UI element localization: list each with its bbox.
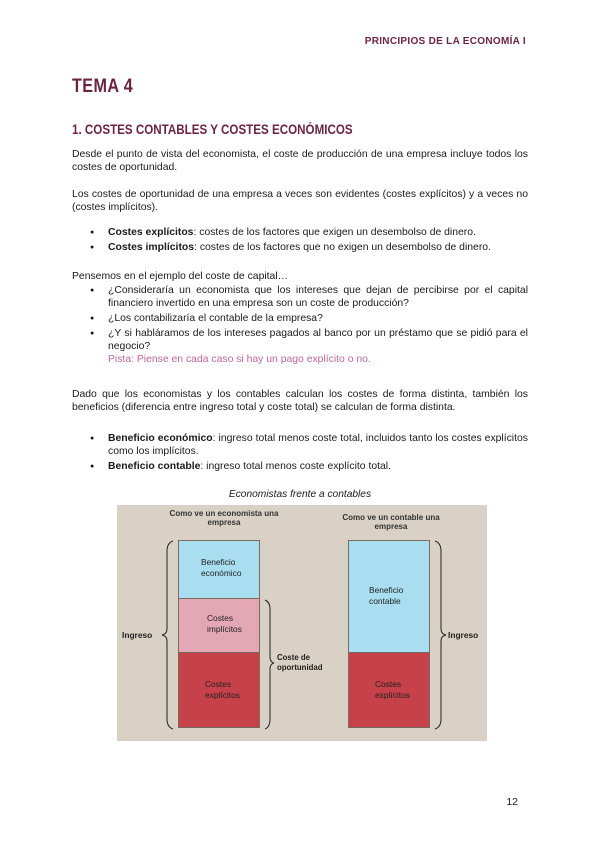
figure-caption: Economistas frente a contables xyxy=(228,489,372,500)
list-item: ● ¿Y si habláramos de los intereses pagados al banco por un préstamo que se pidió para el negocio? Pista: Piense en cada caso si hay un pago explícito o no. xyxy=(108,327,528,366)
page-number: 12 xyxy=(506,796,518,808)
left-income-label: Ingreso xyxy=(122,630,153,640)
left-implicit-costs-block: Costes implícitos xyxy=(178,598,260,653)
right-figure-title: Como ve un contable una empresa xyxy=(342,513,440,531)
paragraph-2: Los costes de oportunidad de una empresa a veces son evidentes (costes explícitos) y a veces no (costes implícitos). xyxy=(72,189,528,213)
left-figure-title: Como ve un economista una empresa xyxy=(169,509,279,527)
figure-braces xyxy=(117,505,487,741)
questions-list xyxy=(108,284,528,368)
right-income-label: Ingreso xyxy=(448,630,479,640)
left-economic-profit-block: Beneficio económico xyxy=(178,540,260,599)
hint-text: Pista: Piense en cada caso si hay un pago explícito o no. xyxy=(108,354,371,365)
costs-list xyxy=(108,226,528,256)
paragraph-1: Desde el punto de vista del economista, el coste de producción de una empresa incluye todos los costes de oportunidad. xyxy=(72,149,528,173)
paragraph-4: Dado que los economistas y los contables calculan los costes de forma distinta, también los beneficios (diferencia entre ingreso total y coste total) se calculan de forma distinta. xyxy=(72,389,528,413)
left-explicit-costs-block: Costes explícitos xyxy=(178,652,260,728)
list-item: ● Costes explícitos: costes de los factores que exigen un desembolso de dinero. xyxy=(108,226,528,239)
running-header: PRINCIPIOS DE LA ECONOMÍA I xyxy=(364,36,526,47)
list-item: ● Costes implícitos: costes de los factores que no exigen un desembolso de dinero. xyxy=(108,241,528,254)
chapter-title: TEMA 4 xyxy=(72,76,134,97)
paragraph-3: Pensemos en el ejemplo del coste de capital… xyxy=(72,271,289,282)
right-explicit-costs-block: Costes explícitos xyxy=(348,652,430,728)
economists-vs-accountants-figure xyxy=(117,505,487,741)
opportunity-cost-label: Coste de oportunidad xyxy=(277,653,323,672)
right-accounting-profit-block: Beneficio contable xyxy=(348,540,430,653)
section-title: 1. COSTES CONTABLES Y COSTES ECONÓMICOS xyxy=(72,122,353,137)
profit-list xyxy=(108,432,528,475)
list-item: ● Beneficio económico: ingreso total menos coste total, incluidos tanto los costes explícitos como los implícitos. xyxy=(108,432,528,458)
list-item: ● Beneficio contable: ingreso total menos coste explícito total. xyxy=(108,460,528,473)
list-item: ● ¿Los contabilizaría el contable de la empresa? xyxy=(108,312,528,325)
list-item: ● ¿Consideraría un economista que los intereses que dejan de percibirse por el capital financiero invertido en una empresa son un coste de producción? xyxy=(108,284,528,310)
